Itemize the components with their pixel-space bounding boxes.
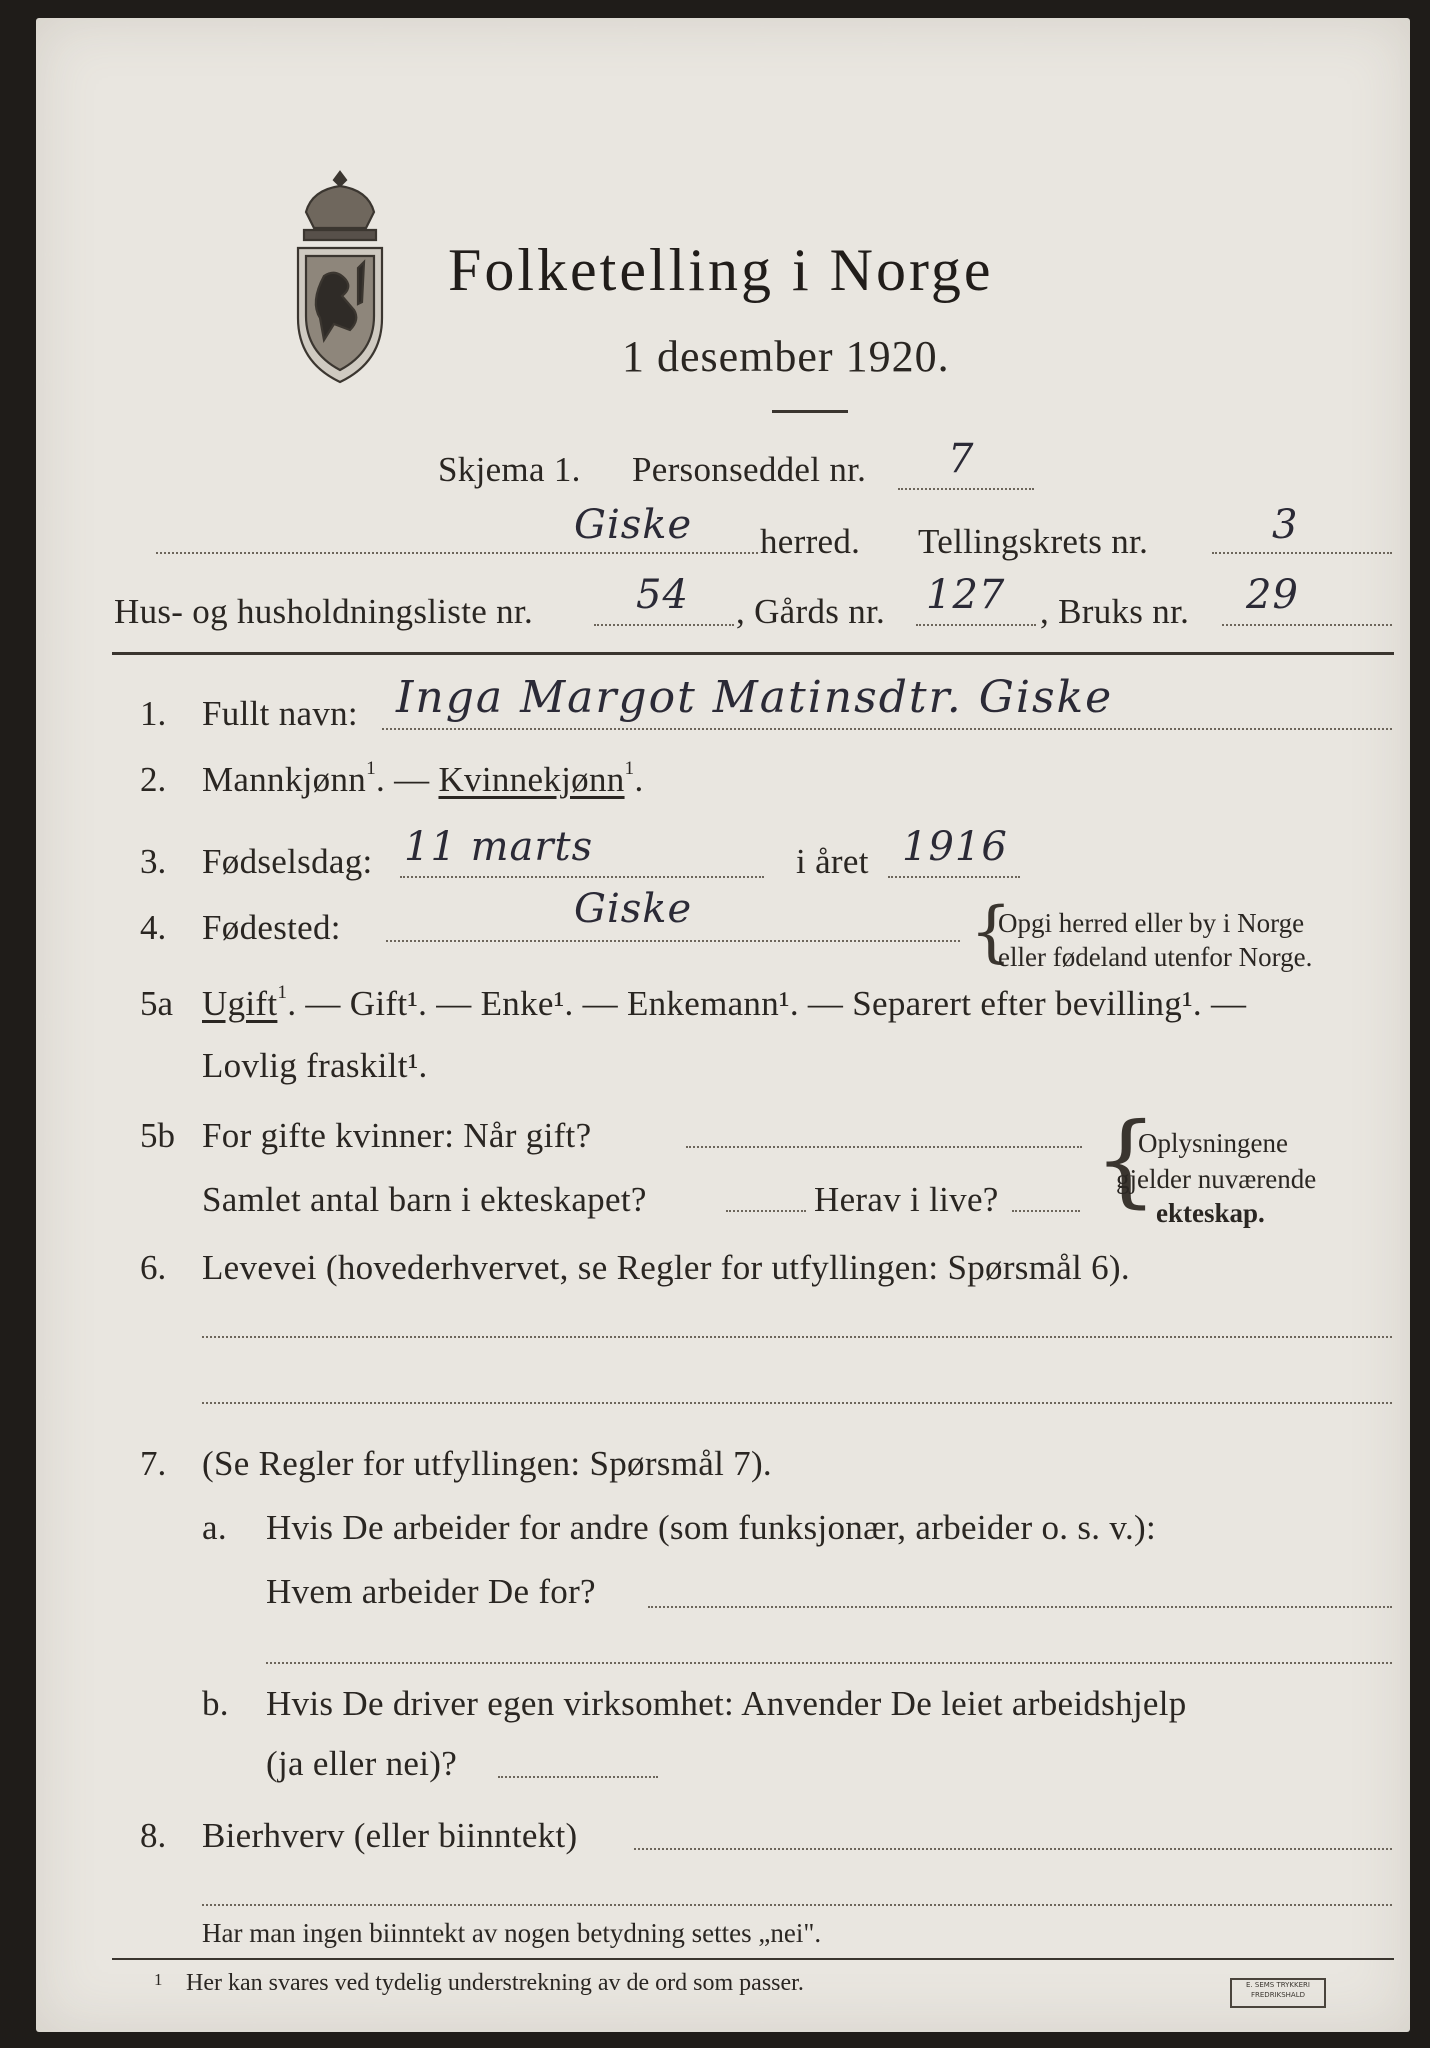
full-name-value[interactable]: Inga Margot Matinsdtr. Giske [396, 672, 1114, 723]
gards-label: , Gårds nr. [736, 592, 886, 631]
footnote-separator [112, 1958, 1394, 1960]
q7a-line-1 [648, 1606, 1392, 1608]
q5b-note-line-3: ekteskap. [1156, 1198, 1265, 1228]
q5b-line-2 [726, 1210, 806, 1212]
tellingskrets-line [1212, 552, 1392, 554]
q7b-letter: b. [202, 1684, 229, 1723]
q2-footnote-mark-2: 1 [624, 758, 635, 779]
q5b-line-3 [1012, 1210, 1080, 1212]
form-title: Folketelling i Norge [448, 237, 994, 303]
skjema-label: Skjema 1. [438, 450, 581, 489]
q7-number: 7. [140, 1444, 167, 1483]
q2-end: . [634, 760, 644, 799]
herred-label: herred. [760, 522, 861, 561]
bruks-line [1222, 624, 1392, 626]
q1-line [382, 728, 1392, 730]
bruks-value[interactable]: 29 [1246, 572, 1299, 618]
footnote-mark: 1 [154, 1970, 163, 1989]
q5a-number: 5a [140, 984, 174, 1023]
mannkjonn-option[interactable]: Mannkjønn [202, 760, 367, 799]
q2-separator: . — [376, 760, 439, 799]
q4-line [386, 940, 960, 942]
q5b-note-line-2: gjelder nuværende [1116, 1164, 1317, 1194]
herred-value[interactable]: Giske [574, 502, 693, 548]
q5b-line-1 [686, 1146, 1082, 1148]
q2-footnote-mark-1: 1 [366, 758, 377, 779]
q4-note-line-2: eller fødeland utenfor Norge. [998, 942, 1313, 972]
q7b-question: (ja eller nei)? [266, 1744, 458, 1783]
tellingskrets-value[interactable]: 3 [1272, 502, 1299, 548]
printer-stamp-line-1: E. SEMS TRYKKERI [1246, 1981, 1310, 1989]
footnote-text: Her kan svares ved tydelig understrekning av de ord som passer. [186, 1970, 804, 1996]
q6-label: Levevei (hovederhvervet, se Regler for utfyllingen: Spørsmål 6). [202, 1248, 1130, 1287]
gards-line [916, 624, 1036, 626]
q5a-line2[interactable]: Lovlig fraskilt¹. [202, 1046, 428, 1085]
q5a-row [202, 984, 1246, 1024]
q4-label: Fødested: [202, 908, 341, 947]
husliste-line [594, 624, 734, 626]
q7a-question: Hvem arbeider De for? [266, 1572, 596, 1611]
q7a-text: Hvis De arbeider for andre (som funksjonær, arbeider o. s. v.): [266, 1508, 1156, 1547]
q4-number: 4. [140, 908, 167, 947]
year-label: i året [796, 842, 869, 881]
q3-number: 3. [140, 842, 167, 881]
personseddel-value[interactable]: 7 [948, 436, 975, 482]
q7a-line-2 [266, 1662, 1392, 1664]
printer-stamp-line-2: FREDRIKSHALD [1250, 1991, 1305, 1999]
q8-line-2 [202, 1904, 1392, 1906]
q7a-letter: a. [202, 1508, 227, 1547]
husliste-value[interactable]: 54 [636, 572, 689, 618]
title-divider [772, 410, 848, 413]
ugift-footnote-mark: 1 [277, 982, 288, 1003]
q5b-label-3: Herav i live? [814, 1180, 999, 1219]
q6-line-2 [202, 1402, 1392, 1404]
q3-label: Fødselsdag: [202, 842, 373, 881]
year-line [888, 876, 1020, 878]
q8-label: Bierhverv (eller biinntekt) [202, 1816, 578, 1855]
q1-number: 1. [140, 694, 167, 733]
biinntekt-note: Har man ingen biinntekt av nogen betydning settes „nei". [202, 1918, 822, 1948]
q5a-other-options[interactable]: . — Gift¹. — Enke¹. — Enkemann¹. — Separert efter bevilling¹. — [287, 984, 1247, 1023]
q5b-number: 5b [140, 1116, 175, 1155]
coat-of-arms-emblem [284, 164, 396, 389]
husliste-label: Hus- og husholdningsliste nr. [114, 592, 533, 631]
q8-number: 8. [140, 1816, 167, 1855]
q8-line-1 [634, 1848, 1392, 1850]
q7b-line [498, 1776, 658, 1778]
birth-date-value[interactable]: 11 marts [404, 824, 594, 870]
q4-note-line-1: Opgi herred eller by i Norge [998, 908, 1305, 938]
q7b-text: Hvis De driver egen virksomhet: Anvender De leiet arbeidshjelp [266, 1684, 1187, 1723]
ugift-option[interactable]: Ugift [202, 984, 278, 1023]
q6-number: 6. [140, 1248, 167, 1287]
census-form-sheet [36, 18, 1410, 2032]
tellingskrets-label: Tellingskrets nr. [918, 522, 1149, 561]
printer-stamp [1230, 1978, 1326, 2008]
personseddel-label: Personseddel nr. [632, 450, 867, 489]
birthplace-value[interactable]: Giske [574, 886, 693, 932]
q2-number: 2. [140, 760, 167, 799]
q5b-note-line-1: Oplysningene [1138, 1128, 1288, 1158]
q2-row [202, 760, 644, 800]
q5b-label-1: For gifte kvinner: Når gift? [202, 1116, 592, 1155]
q3-line [400, 876, 764, 878]
personseddel-line [898, 488, 1034, 490]
q1-label: Fullt navn: [202, 694, 358, 733]
header-separator [112, 652, 1394, 655]
gards-value[interactable]: 127 [926, 572, 1006, 618]
kvinnekjonn-option[interactable]: Kvinnekjønn [438, 760, 625, 799]
bruks-label: , Bruks nr. [1040, 592, 1190, 631]
birth-year-value[interactable]: 1916 [902, 824, 1008, 870]
q5b-label-2: Samlet antal barn i ekteskapet? [202, 1180, 647, 1219]
census-date: 1 desember 1920. [622, 332, 950, 381]
q6-line-1 [202, 1336, 1392, 1338]
q4-note-brace: { [970, 893, 1012, 970]
q5b-note-brace: { [1094, 1101, 1158, 1218]
q7-label: (Se Regler for utfyllingen: Spørsmål 7). [202, 1444, 772, 1483]
herred-line [156, 552, 758, 554]
